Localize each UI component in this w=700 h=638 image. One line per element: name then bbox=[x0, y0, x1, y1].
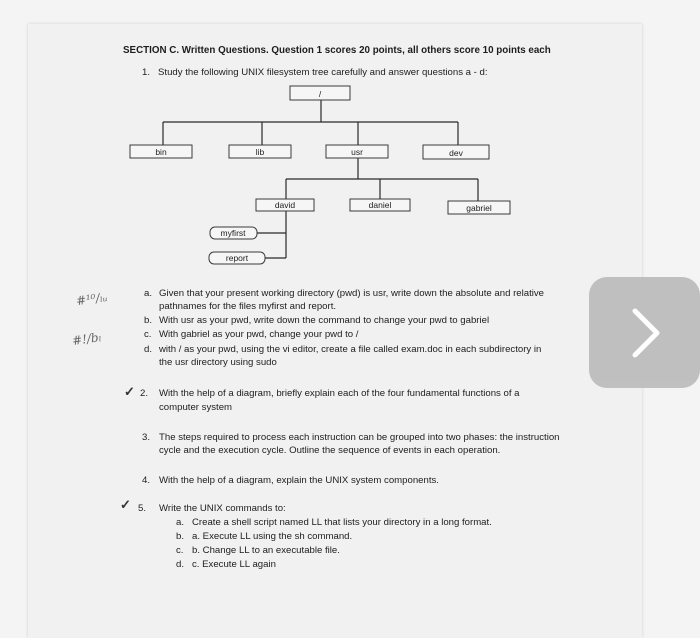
q5c-letter: c. bbox=[176, 545, 184, 556]
filesystem-tree-diagram bbox=[28, 24, 642, 274]
exam-page bbox=[28, 24, 642, 638]
q2-line1: With the help of a diagram, briefly explain each of the four fundamental functions of a bbox=[159, 388, 520, 399]
next-page-button[interactable] bbox=[589, 277, 700, 388]
chevron-right-icon bbox=[629, 307, 663, 359]
q1d-line1: with / as your pwd, using the vi editor, create a file called exam.doc in each subdirectory in bbox=[159, 344, 542, 355]
root-node-label: / bbox=[318, 89, 322, 99]
q5b-text: a. Execute LL using the sh command. bbox=[192, 531, 353, 542]
q5c-text: b. Change LL to an executable file. bbox=[192, 545, 340, 556]
q4-number: 4. bbox=[142, 475, 151, 486]
handwritten-check-q5: ✓ bbox=[120, 497, 131, 512]
q1c-line1: With gabriel as your pwd, change your pwd to / bbox=[159, 329, 359, 340]
q5b-letter: b. bbox=[176, 531, 185, 542]
bin-node-label: bin bbox=[155, 147, 167, 157]
daniel-node-label: daniel bbox=[368, 200, 392, 210]
q1c-letter: c. bbox=[144, 329, 152, 340]
q2-line2: computer system bbox=[159, 402, 233, 413]
myfirst-node-label: myfirst bbox=[220, 228, 246, 238]
q5d-text: c. Execute LL again bbox=[192, 559, 276, 570]
q1b-line1: With usr as your pwd, write down the command to change your pwd to gabriel bbox=[159, 315, 490, 326]
q5a-letter: a. bbox=[176, 517, 185, 528]
lib-node-label: lib bbox=[255, 147, 265, 157]
q3-line1: The steps required to process each instruction can be grouped into two phases: the instruction bbox=[159, 432, 560, 443]
handwritten-check-q2: ✓ bbox=[124, 384, 135, 399]
q1a-letter: a. bbox=[144, 288, 153, 299]
report-node-label: report bbox=[225, 253, 249, 263]
q2-number: 2. bbox=[140, 388, 149, 399]
q1d-line2: the usr directory using sudo bbox=[159, 357, 277, 368]
q4-line1: With the help of a diagram, explain the UNIX system components. bbox=[159, 475, 439, 486]
q1-number: 1. bbox=[142, 67, 151, 78]
q5d-letter: d. bbox=[176, 559, 185, 570]
q3-line2: cycle and the execution cycle. Outline the sequence of events in each operation. bbox=[159, 445, 501, 456]
q5-text: Write the UNIX commands to: bbox=[159, 503, 286, 514]
handwritten-note-1: #¹⁰/ₗᵤ bbox=[75, 289, 109, 309]
handwritten-note-2: #!/bₗ bbox=[71, 330, 103, 348]
q1-text: Study the following UNIX filesystem tree carefully and answer questions a - d: bbox=[158, 67, 488, 78]
david-node-label: david bbox=[274, 200, 296, 210]
dev-node-label: dev bbox=[449, 148, 463, 158]
q1a-line2: pathnames for the files myfirst and report. bbox=[159, 301, 337, 312]
q5a-text: Create a shell script named LL that lists your directory in a long format. bbox=[192, 517, 492, 528]
q1a-line1: Given that your present working directory (pwd) is usr, write down the absolute and relative bbox=[159, 288, 545, 299]
gabriel-node-label: gabriel bbox=[466, 203, 492, 213]
q1d-letter: d. bbox=[144, 344, 153, 355]
q3-number: 3. bbox=[142, 432, 151, 443]
q1b-letter: b. bbox=[144, 315, 153, 326]
section-title: SECTION C. Written Questions. Question 1 scores 20 points, all others score 10 points each bbox=[123, 45, 551, 56]
q5-number: 5. bbox=[138, 503, 147, 514]
usr-node-label: usr bbox=[351, 147, 363, 157]
